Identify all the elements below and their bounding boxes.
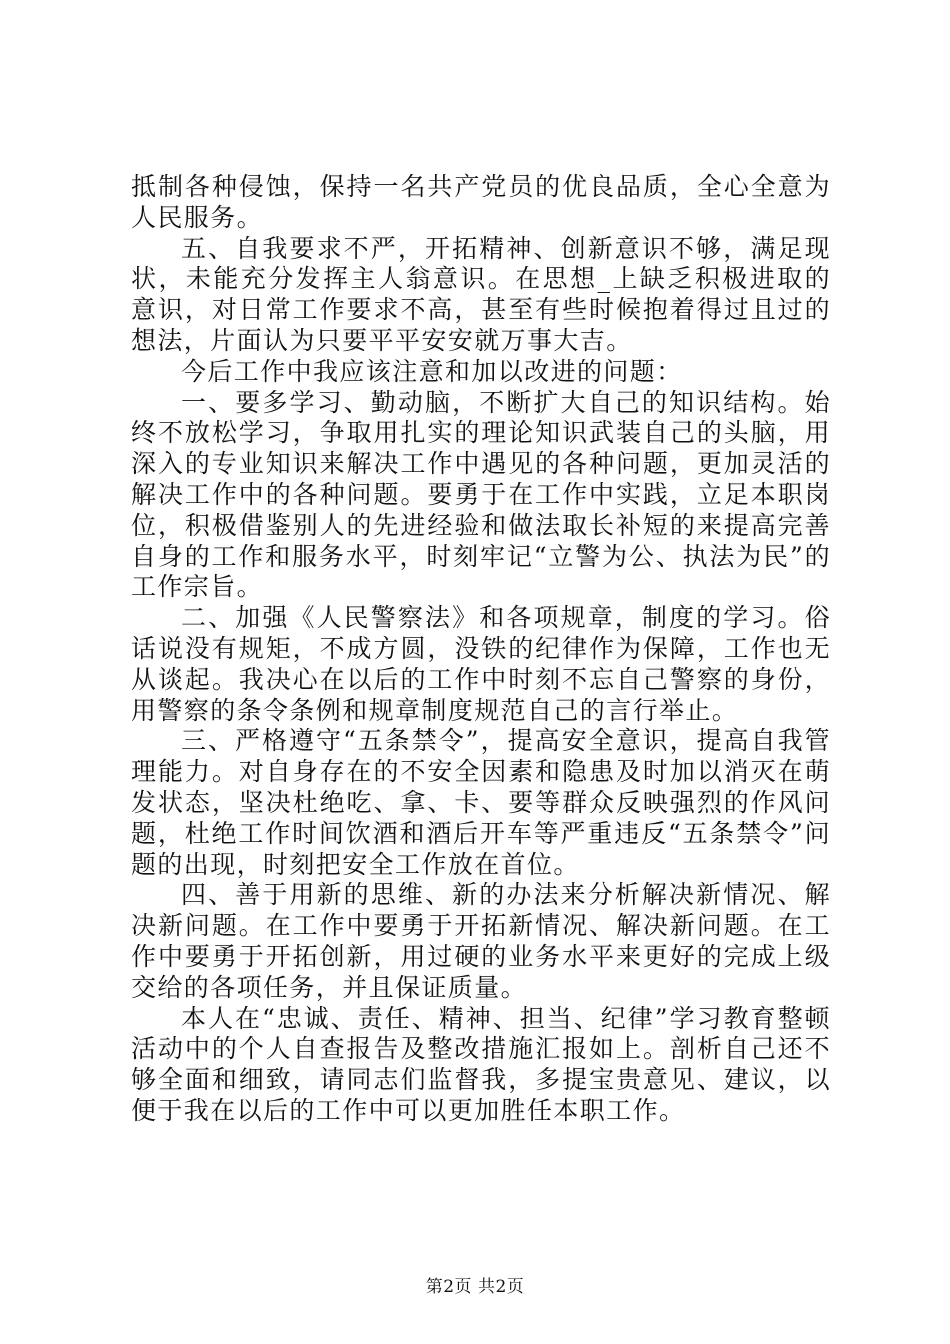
page-number-footer: 第2页 共2页 [425, 1277, 525, 1297]
paragraph-improvement-three: 三、严格遵守“五条禁令”，提高安全意识，提高自我管理能力。对自身存在的不安全因素和隐患及时加以消灭在萌发状态，坚决杜绝吃、拿、卡、要等群众反映强烈的作风问题，杜绝工作时间饮酒和酒后开车等严重违反“五条禁令”问题的出现，时刻把安全工作放在首位。 [131, 726, 831, 879]
paragraph-improvement-two: 二、加强《人民警察法》和各项规章，制度的学习。俗话说没有规矩，不成方圆，没铁的纪律作为保障，工作也无从谈起。我决心在以后的工作中时刻不忘自己警察的身份，用警察的条令条例和规章制度规范自己的言行举止。 [131, 603, 831, 725]
paragraph-item-five: 五、自我要求不严，开拓精神、创新意识不够，满足现状，未能充分发挥主人翁意识。在思想_上缺乏积极进取的意识，对日常工作要求不高，甚至有些时候抱着得过且过的想法，片面认为只要平平安安就万事大吉。 [131, 233, 831, 355]
paragraph-conclusion: 本人在“忠诚、责任、精神、担当、纪律”学习教育整顿活动中的个人自查报告及整改措施汇报如上。剖析自己还不够全面和细致，请同志们监督我，多提宝贵意见、建议，以便于我在以后的工作中可以更加胜任本职工作。 [131, 1003, 831, 1125]
paragraph-improvement-heading: 今后工作中我应该注意和加以改进的问题： [181, 356, 683, 386]
paragraph-improvement-four: 四、善于用新的思维、新的办法来分析解决新情况、解决新问题。在工作中要勇于开拓新情况、解决新问题。在工作中要勇于开拓创新，用过硬的业务水平来更好的完成上级交给的各项任务，并且保证质量。 [131, 880, 831, 1002]
paragraph-improvement-one: 一、要多学习、勤动脑，不断扩大自己的知识结构。始终不放松学习，争取用扎实的理论知识武装自己的头脑，用深入的专业知识来解决工作中遇见的各种问题，更加灵活的解决工作中的各种问题。要勇于在工作中实践，立足本职岗位，积极借鉴别人的先进经验和做法取长补短的来提高完善自身的工作和服务水平，时刻牢记“立警为公、执法为民”的工作宗旨。 [131, 387, 831, 602]
document-body [131, 172, 831, 1127]
paragraph-continuation: 抵制各种侵蚀，保持一名共产党员的优良品质，全心全意为人民服务。 [131, 172, 831, 232]
